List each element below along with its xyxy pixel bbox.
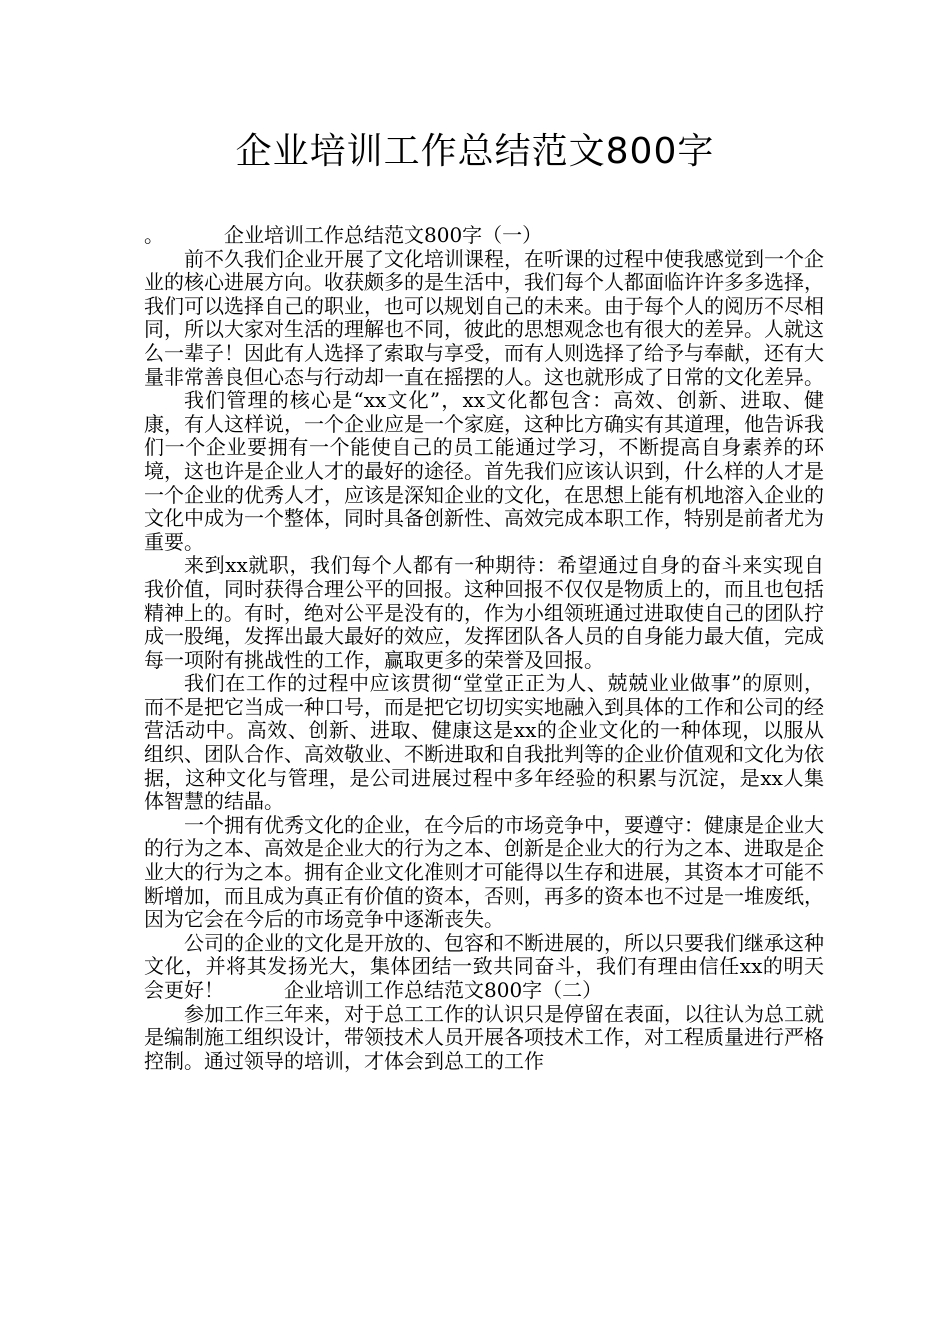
section-heading-1-text: 企业培训工作总结范文800字（一） [224, 223, 543, 247]
paragraph-5: 一个拥有优秀文化的企业，在今后的市场竞争中，要遵守：健康是企业大的行为之本、高效是企业大的行为之本、创新是企业大的行为之本、进取是企业大的行为之本。拥有企业文化准则才可能得以生存和进展，其资本才可能不断增加，而且成为真正有价值的资本，否则，再多的资本也不过是一堆废纸，因为它会在今后的市场竞争中逐渐丧失。 [144, 812, 824, 932]
paragraph-1: 前不久我们企业开展了文化培训课程，在听课的过程中使我感觉到一个企业的核心进展方向。收获颇多的是生活中，我们每个人都面临许许多多选择，我们可以选择自己的职业，也可以规划自己的未来。由于每个人的阅历不尽相同，所以大家对生活的理解也不同，彼此的思想观念也有很大的差异。人就这么一辈子！因此有人选择了索取与享受，而有人则选择了给予与奉献，还有大量非常善良但心态与行动却一直在摇摆的人。这也就形成了日常的文化差异。 [144, 246, 824, 389]
paragraph-3: 来到xx就职，我们每个人都有一种期待：希望通过自身的奋斗来实现自我价值，同时获得合理公平的回报。这种回报不仅仅是物质上的，而且也包括精神上的。有时，绝对公平是没有的，作为小组领班通过进取使自己的团队拧成一股绳，发挥出最大最好的效应，发挥团队各人员的自身能力最大值，完成每一项附有挑战性的工作，赢取更多的荣誉及回报。 [144, 553, 824, 672]
lead-marker: 。 [144, 223, 164, 247]
paragraph-2: 我们管理的核心是“xx文化”，xx文化都包含：高效、创新、进取、健康，有人这样说，一个企业应是一个家庭，这种比方确实有其道理，他告诉我们一个企业要拥有一个能使自己的员工能通过学习，不断提高自身素养的环境，这也许是企业人才的最好的途径。首先我们应该认识到，什么样的人才是一个企业的优秀人才，应该是深知企业的文化，在思想上能有机地溶入企业的文化中成为一个整体，同时具备创新性、高效完成本职工作，特别是前者尤为重要。 [144, 388, 824, 554]
paragraph-4: 我们在工作的过程中应该贯彻“堂堂正正为人、兢兢业业做事”的原则，而不是把它当成一种口号，而是把它切切实实地融入到具体的工作和公司的经营活动中。高效、创新、进取、健康这是xx的企业文化的一种体现，以服从组织、团队合作、高效敬业、不断进取和自我批判等的企业价值观和文化为依据，这种文化与管理，是公司进展过程中多年经验的积累与沉淀，是xx人集体智慧的结晶。 [144, 671, 824, 814]
paragraph-7: 参加工作三年来，对于总工工作的认识只是停留在表面，以往认为总工就是编制施工组织设计，带领技术人员开展各项技术工作，对工程质量进行严格控制。通过领导的培训，才体会到总工的工作 [144, 1001, 824, 1073]
paragraph-6 [144, 932, 824, 1003]
document-title: 企业培训工作总结范文800字 [235, 131, 715, 172]
closing-text: 公司的企业的文化是开放的、包容和不断进展的，所以只要我们继承这种文化，并将其发扬光大，集体团结一致共同奋斗，我们有理由信任xx的明天会更好！ [144, 930, 824, 1002]
section-heading-1 [144, 224, 824, 248]
document-body [144, 224, 824, 1073]
section-heading-2: 企业培训工作总结范文800字（二） [284, 978, 603, 1002]
